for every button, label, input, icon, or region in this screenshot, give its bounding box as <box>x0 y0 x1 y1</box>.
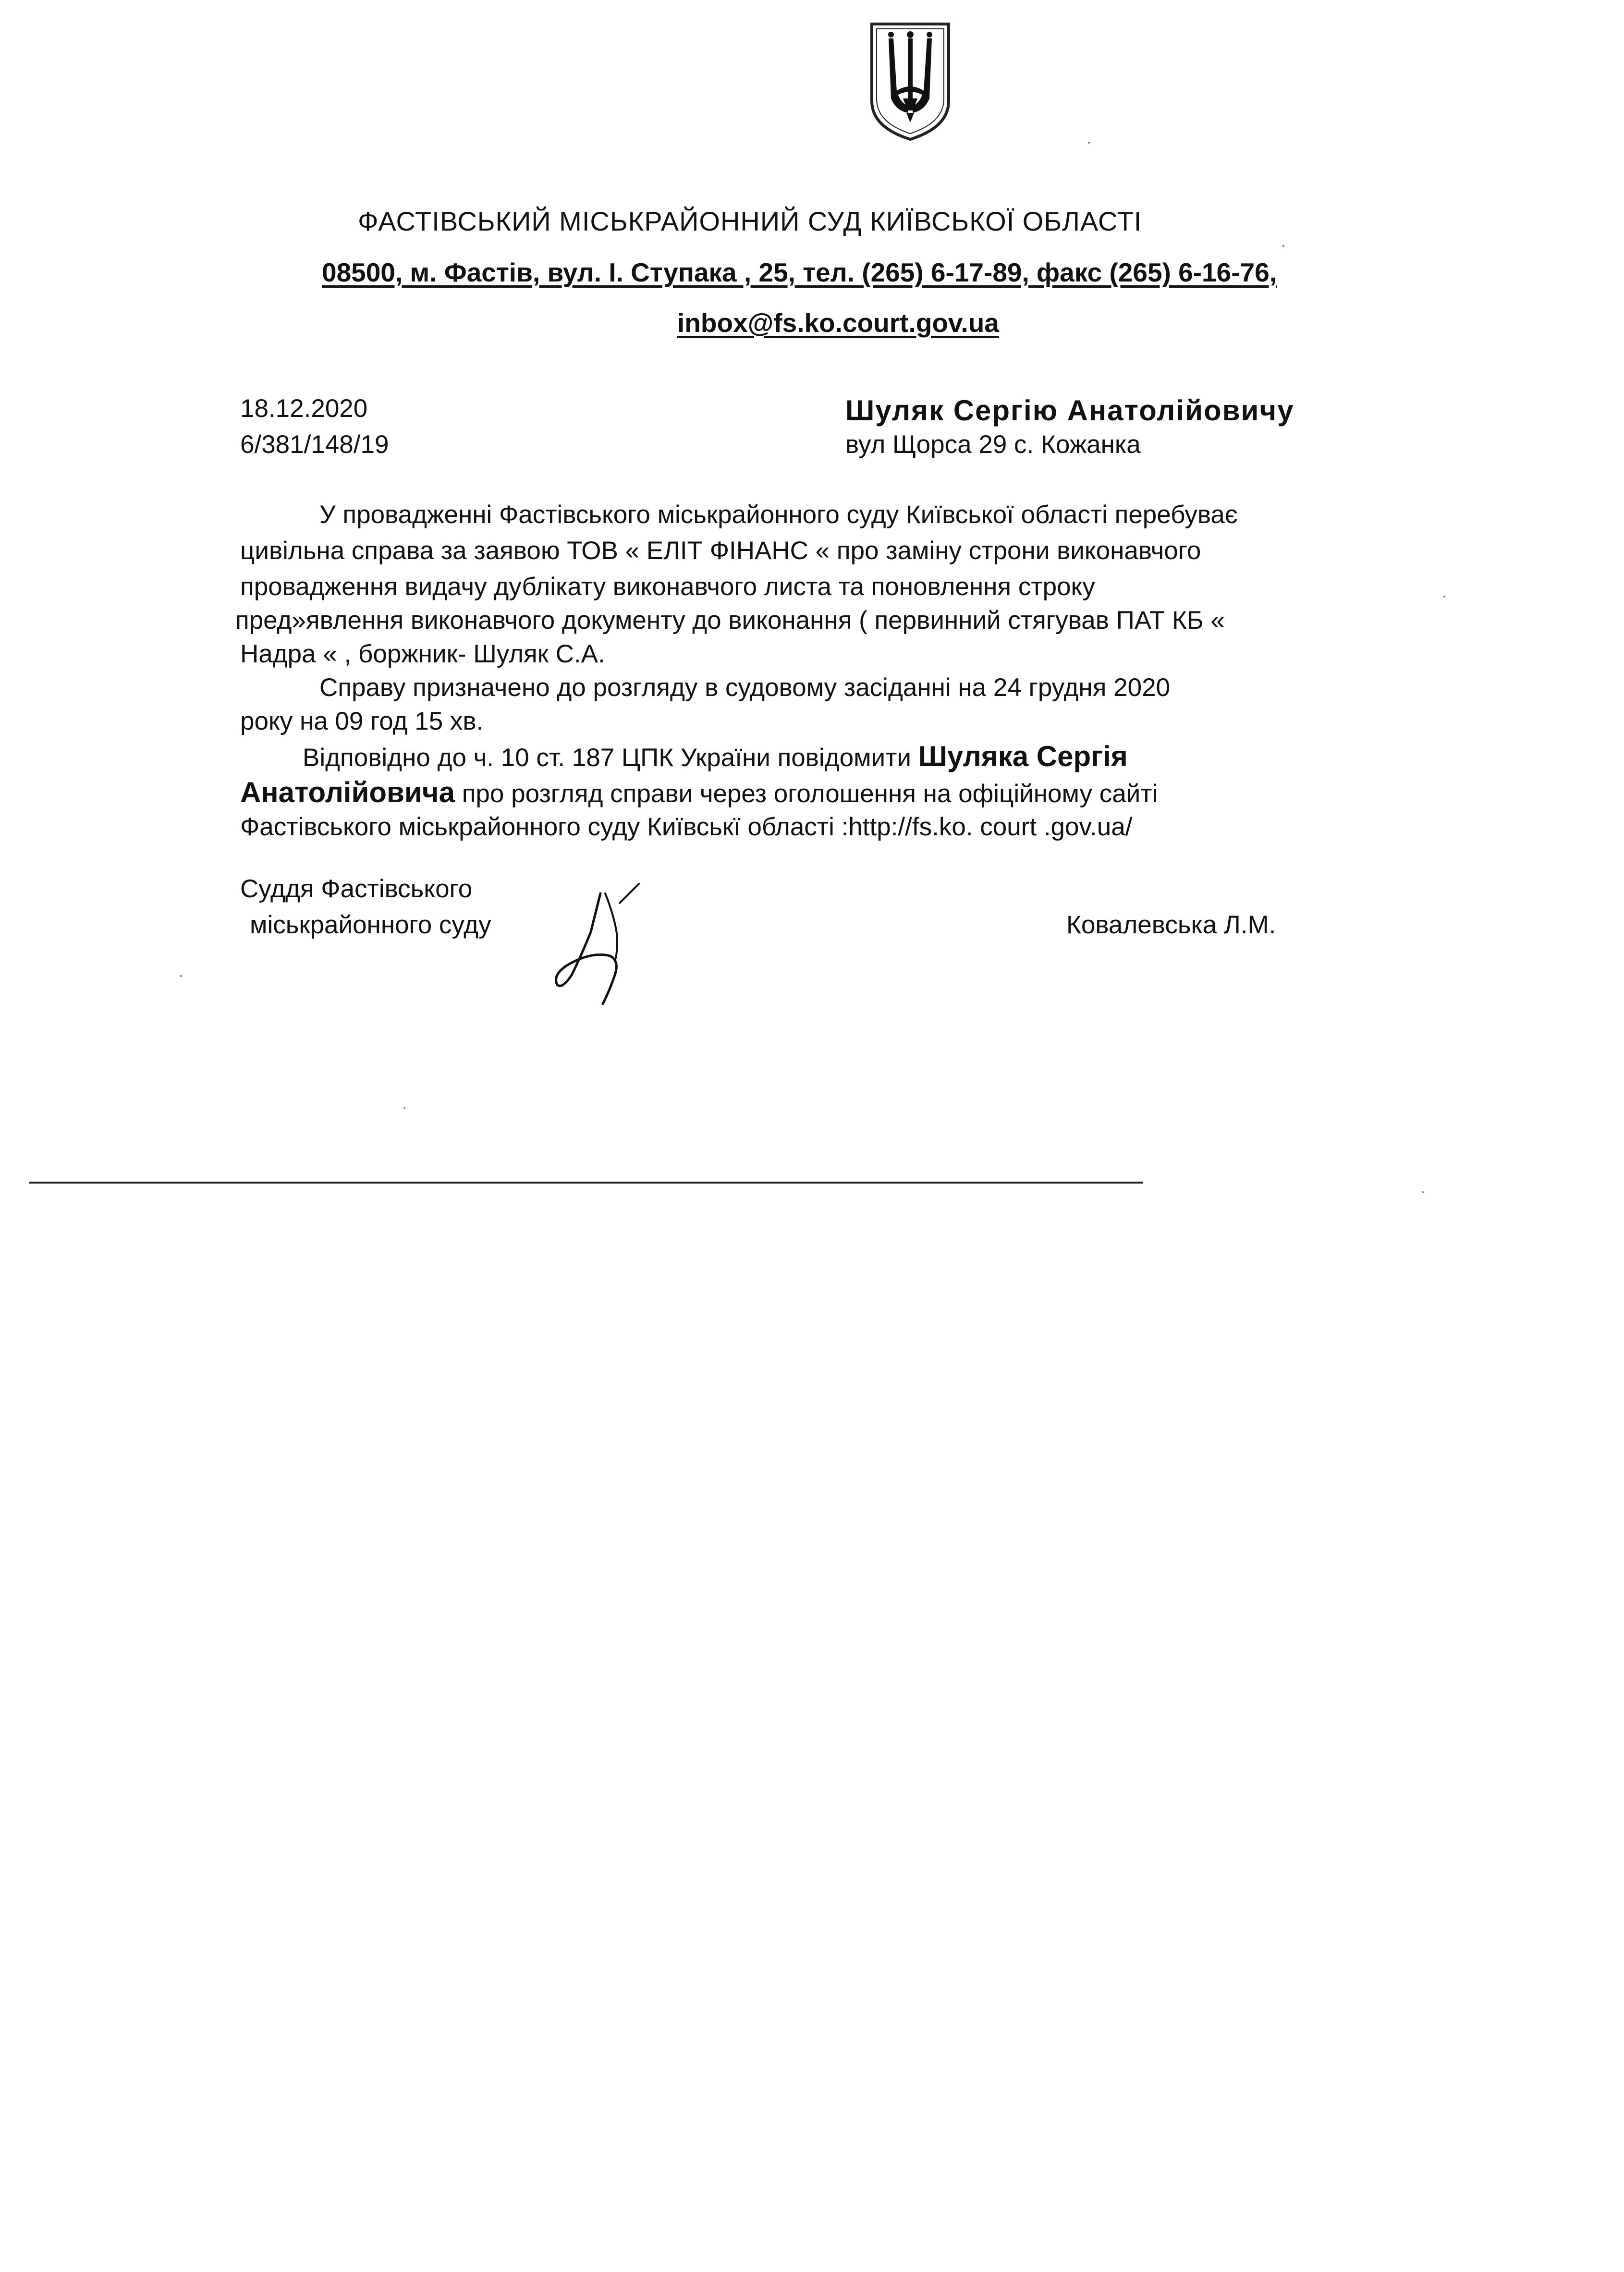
debtor-name-bold: Шуляка Сергія <box>918 740 1128 772</box>
body-line: Справу призначено до розгляду в судовому засіданні на 24 грудня 2020 <box>319 673 1171 702</box>
recipient-address: вул Щорса 29 с. Кожанка <box>845 430 1141 459</box>
body-line: У провадженні Фастівського міськрайонного суду Київської області перебуває <box>319 501 1238 529</box>
scan-speck <box>403 1107 405 1109</box>
body-line: провадження видачу дублікату виконавчого листа та поновлення строку <box>240 573 1095 601</box>
judge-title: міськрайонного суду <box>250 911 491 939</box>
court-email-link[interactable]: inbox@fs.ko.court.gov.ua <box>677 308 999 338</box>
case-number: 6/381/148/19 <box>240 430 389 459</box>
body-line: Фастівського міськрайонного суду Київськї області :http://fs.ko. court .gov.ua/ <box>240 813 1133 841</box>
scan-speck <box>1282 245 1284 247</box>
scan-speck <box>1088 142 1090 144</box>
body-line: року на 09 год 15 хв. <box>240 707 484 735</box>
scan-speck <box>180 975 182 977</box>
body-line: цивільна справа за заявою ТОВ « ЕЛІТ ФІНАНС « про заміну строни виконавчого <box>240 537 1201 565</box>
body-line: Надра « , боржник- Шуляк С.А. <box>240 640 605 668</box>
judge-title: Суддя Фастівського <box>240 875 473 903</box>
body-line <box>303 742 1128 771</box>
judge-name: Ковалевська Л.М. <box>1066 911 1276 939</box>
body-text: Відповідно до ч. 10 ст. 187 ЦПК України повідомити <box>303 744 918 772</box>
debtor-patronymic-bold: Анатолійовича <box>240 776 455 808</box>
body-line: пред»явлення виконавчого документу до виконання ( первинний стягував ПАТ КБ « <box>235 606 1225 635</box>
handwritten-signature <box>543 874 653 1014</box>
court-address: 08500, м. Фастів, вул. І. Ступака , 25, тел. (265) 6-17-89, факс (265) 6-16-76, <box>322 257 1277 287</box>
scan-speck <box>1443 596 1445 598</box>
scan-speck <box>1422 1191 1424 1193</box>
court-name: ФАСТІВСЬКИЙ МІСЬКРАЙОННИЙ СУД КИЇВСЬКОЇ ОБЛАСТІ <box>358 206 1142 236</box>
document-date: 18.12.2020 <box>240 394 368 423</box>
body-text: про розгляд справи через оголошення на офіційному сайті <box>454 780 1158 808</box>
body-line <box>240 778 1158 807</box>
recipient-name: Шуляк Сергію Анатолійовичу <box>845 394 1294 427</box>
coat-of-arms-emblem <box>862 19 958 144</box>
horizontal-divider <box>29 1182 1143 1184</box>
